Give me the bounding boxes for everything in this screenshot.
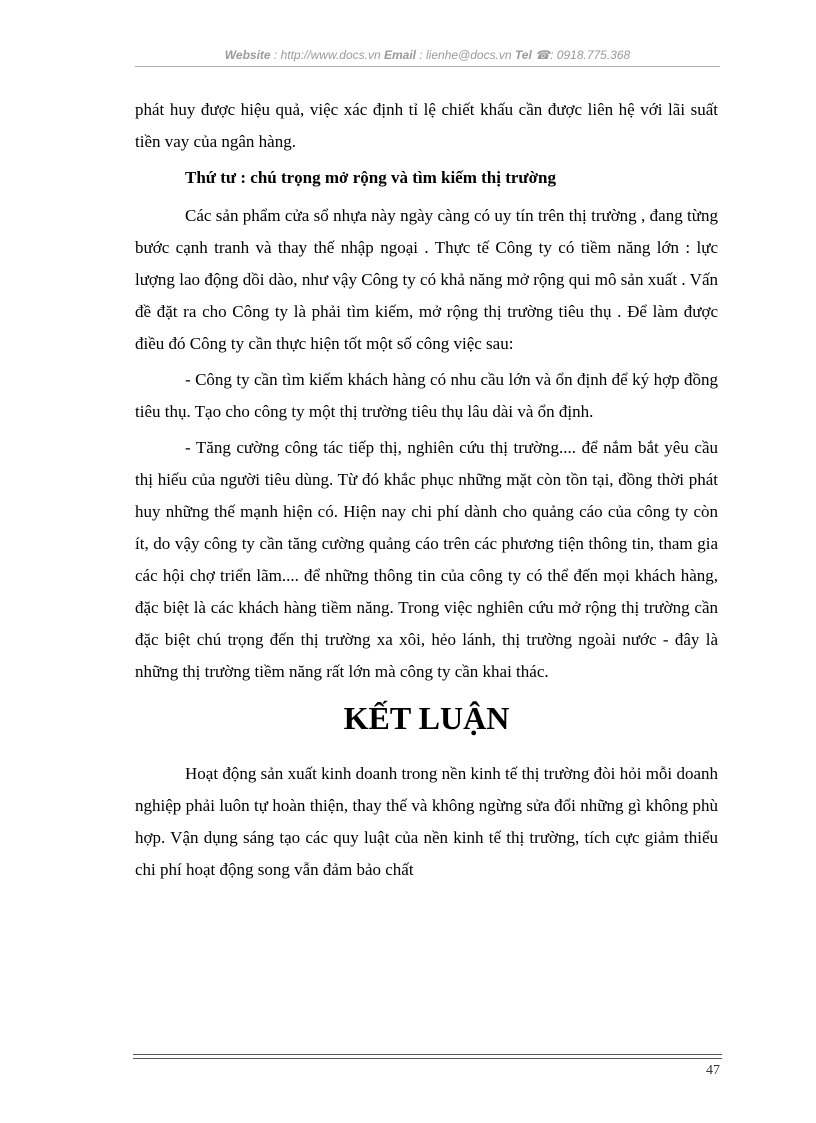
paragraph-1: Các sản phẩm cửa sổ nhựa này ngày càng có uy tín trên thị trường , đang từng bước cạnh tranh và thay thế nhập ngoại . Thực tế Công ty có tiềm năng lớn : lực lượng lao động dồi dào, như vậy Công ty có khả năng mở rộng qui mô sản xuất . Vấn đề đặt ra cho Công ty là phải tìm kiếm, mở rộng thị trường tiêu thụ . Để làm được điều đó Công ty cần thực hiện tốt một số công việc sau: xyxy=(135,206,718,353)
paragraph-continued: phát huy được hiệu quả, việc xác định tỉ lệ chiết khấu cần được liên hệ với lãi suất tiền vay của ngân hàng. xyxy=(135,100,718,151)
email-label: Email xyxy=(383,48,416,62)
conclusion-title: KẾT LUẬN xyxy=(343,700,510,736)
email-value: : lienhe@docs.vn xyxy=(419,48,512,62)
website-label: Website xyxy=(224,48,271,62)
footer-divider-bottom xyxy=(133,1058,722,1059)
paragraph-2: - Công ty cần tìm kiếm khách hàng có nhu cầu lớn và ổn định để ký hợp đồng tiêu thụ. Tạo cho công ty một thị trường tiêu thụ lâu dài và ổn định. xyxy=(135,370,718,421)
paragraph-3: - Tăng cường công tác tiếp thị, nghiên cứu thị trường.... để nắm bắt yêu cầu thị hiếu của người tiêu dùng. Từ đó khắc phục những mặt còn tồn tại, đồng thời phát huy những thế mạnh hiện có. Hiện nay chi phí dành cho quảng cáo của công ty còn ít, do vậy công ty cần tăng cường quảng cáo trên các phương tiện thông tin, tham gia các hội chợ triển lãm.... để những thông tin của công ty có thể đến mọi khách hàng, đặc biệt là các khách hàng tiềm năng. Trong việc nghiên cứu mở rộng thị trường cần đặc biệt chú trọng đến thị trường xa xôi, hẻo lánh, thị trường ngoài nước - đây là những thị trường tiềm năng rất lớn mà công ty cần khai thác. xyxy=(135,438,718,681)
tel-label: Tel xyxy=(514,48,532,62)
page-header xyxy=(135,48,720,62)
tel-value: : 0918.775.368 xyxy=(550,48,631,62)
header-divider xyxy=(135,66,720,67)
phone-icon: ☎ xyxy=(535,48,551,62)
footer-divider-top xyxy=(133,1054,722,1055)
website-value: : http://www.docs.vn xyxy=(273,48,381,62)
page-number: 47 xyxy=(706,1063,720,1078)
paragraph-4: Hoạt động sản xuất kinh doanh trong nền kinh tế thị trường đòi hỏi mỗi doanh nghiệp phải luôn tự hoàn thiện, thay thế và không ngừng sửa đổi những gì không phù hợp. Vận dụng sáng tạo các quy luật của nền kinh tế thị trường, tích cực giảm thiểu chi phí hoạt động song vẫn đảm bảo chất xyxy=(135,764,718,879)
section-subheading: Thứ tư : chú trọng mở rộng và tìm kiếm thị trường xyxy=(185,168,557,187)
document-body xyxy=(135,94,718,886)
